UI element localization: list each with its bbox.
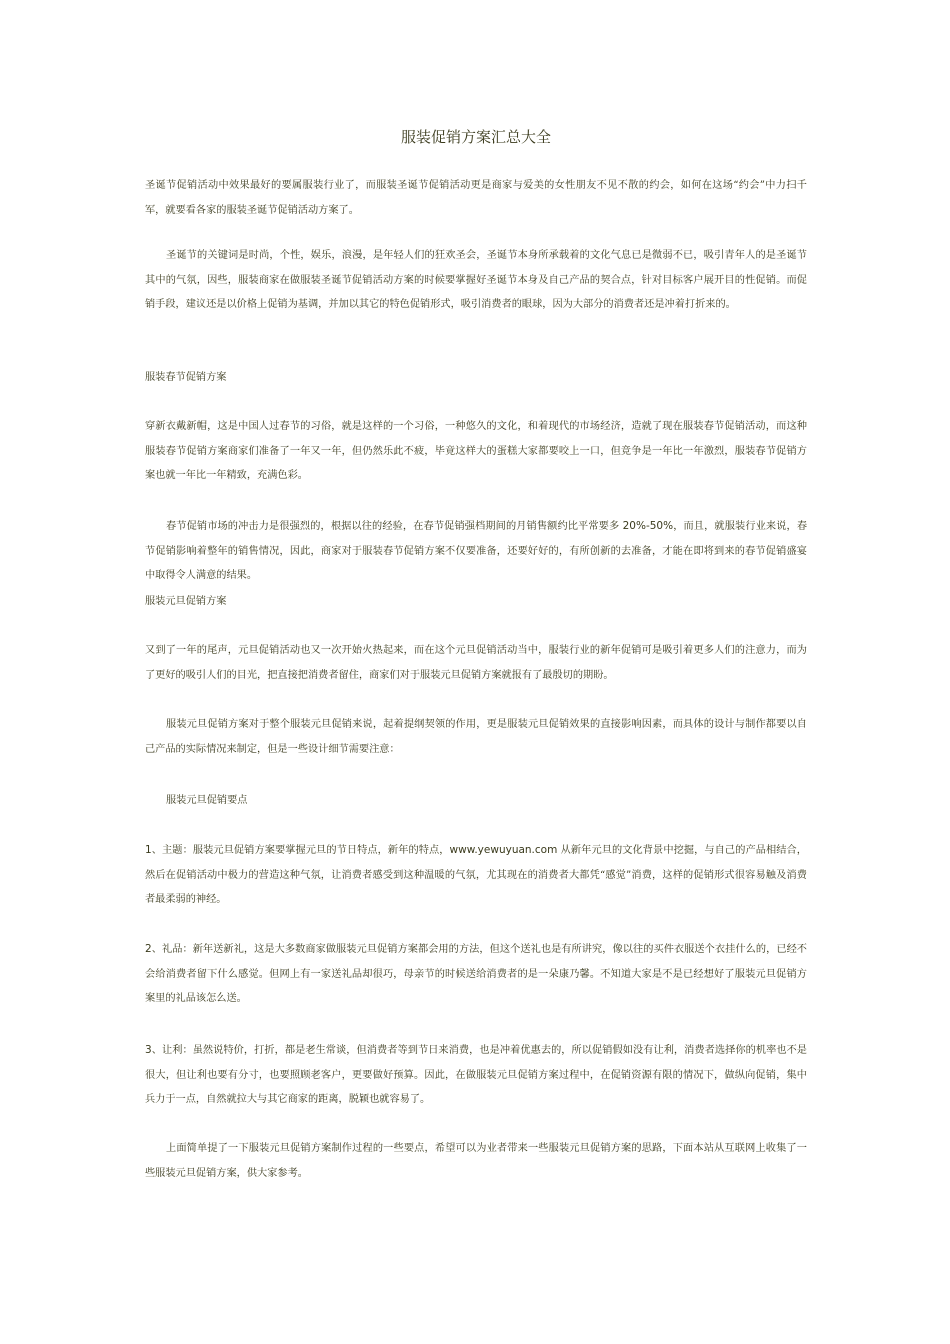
spring-festival-paragraph-2	[145, 514, 807, 589]
document-title: 服装促销方案汇总大全	[400, 128, 551, 146]
new-year-paragraph-1: 又到了一年的尾声，元旦促销活动也又一次开始火热起来，而在这个元旦促销活动当中，服装行业的新年促销可是吸引着更多人们的注意力，而为了更好的吸引人们的目光，把直接把消费者留住，商家们对于服装元旦促销方案就报有了最殷切的期盼。	[145, 645, 807, 681]
text-run: 、主题：服装元旦促销方案要掌握元旦的节日特点，新年的特点，	[151, 845, 450, 856]
section-heading-key-points: 服装元旦促销要点	[166, 795, 248, 806]
text-run: 、让利：虽然说特价，打折，都是老生常谈，但消费者等到节日来消费，也是冲着优惠去的，所以促销假如没有让利，消费者选择你的机率也不是很大，但让利也要有分寸，也要照顾老客户，更要做好预算。因此，在做服装元旦促销方案过程中，在促销资源有限的情况下，做纵向促销，集中兵力于一点，自然就拉大与其它商家的距离，脱颖也就容易了。	[145, 1045, 807, 1105]
percentage-range: 20%-50%	[622, 520, 674, 532]
spring-festival-paragraph-1: 穿新衣戴新帽，这是中国人过春节的习俗，就是这样的一个习俗，一种悠久的文化，和着现代的市场经济，造就了现在服装春节促销活动，而这种服装春节促销方案商家们准备了一年又一年，但仍然乐此不疲，毕竟这样大的蛋糕大家都要咬上一口，但竞争是一年比一年激烈，服装春节促销方案也就一年比一年精致，充满色彩。	[145, 421, 807, 481]
text-run: 、礼品：新年送新礼，这是大多数商家做服装元旦促销方案都会用的方法，但这个送礼也是有所讲究，像以往的买件衣服送个衣挂什么的，已经不会给消费者留下什么感觉。但网上有一家送礼品却很巧，母亲节的时候送给消费者的是一朵康乃馨。不知道大家是不是已经想好了服装元旦促销方案里的礼品该怎么送。	[145, 944, 807, 1004]
text-run: ，而且，就服装行业来说，春节促销影响着整年的销售情况，因此，商家对于服装春节促销方案不仅要准备，还要好好的，有所创新的去准备，才能在即将到来的春节促销盛宴中取得令人满意的结果。	[145, 521, 808, 581]
list-number: 2	[145, 943, 152, 955]
list-number: 3	[145, 1044, 152, 1056]
list-item-gift	[145, 937, 807, 1012]
closing-paragraph: 上面简单提了一下服装元旦促销方案制作过程的一些要点，希望可以为业者带来一些服装元旦促销方案的思路，下面本站从互联网上收集了一些服装元旦促销方案，供大家参考。	[145, 1143, 807, 1179]
new-year-paragraph-2: 服装元旦促销方案对于整个服装元旦促销来说，起着提纲契领的作用，更是服装元旦促销效果的直接影响因素，而具体的设计与制作都要以自己产品的实际情况来制定，但是一些设计细节需要注意：	[145, 719, 807, 755]
list-number: 1	[145, 844, 152, 856]
website-url: www.yewuyuan.com	[449, 844, 558, 856]
section-heading-new-year: 服装元旦促销方案	[145, 596, 227, 607]
christmas-paragraph: 圣诞节的关键词是时尚，个性，娱乐，浪漫，是年轻人们的狂欢圣会，圣诞节本身所承载着的文化气息已是微弱不已，吸引青年人的是圣诞节其中的气氛，因些，服装商家在做服装圣诞节促销活动方案的时候要掌握好圣诞节本身及自己产品的契合点，针对目标客户展开目的性促销。而促销手段，建议还是以价格上促销为基调，并加以其它的特色促销形式，吸引消费者的眼球，因为大部分的消费者还是冲着打折来的。	[145, 250, 807, 310]
text-run: 从新年元旦的文化背景中挖掘，与自己的产品相结合，然后在促销活动中极力的营造这种气氛，让消费者感受到这种温暖的气氛，尤其现在的消费者大都凭“感觉”消费，这样的促销形式很容易触及消费者最柔弱的神经。	[145, 845, 807, 905]
list-item-theme	[145, 838, 807, 913]
section-heading-spring-festival: 服装春节促销方案	[145, 372, 227, 383]
list-item-discount	[145, 1038, 807, 1113]
intro-paragraph: 圣诞节促销活动中效果最好的要属服装行业了，而服装圣诞节促销活动更是商家与爱美的女性朋友不见不散的约会，如何在这场“约会”中力扫千军，就要看各家的服装圣诞节促销活动方案了。	[145, 180, 807, 216]
text-run: 春节促销市场的冲击力是很强烈的，根据以往的经验，在春节促销强档期间的月销售额约比平常要多	[166, 521, 623, 532]
